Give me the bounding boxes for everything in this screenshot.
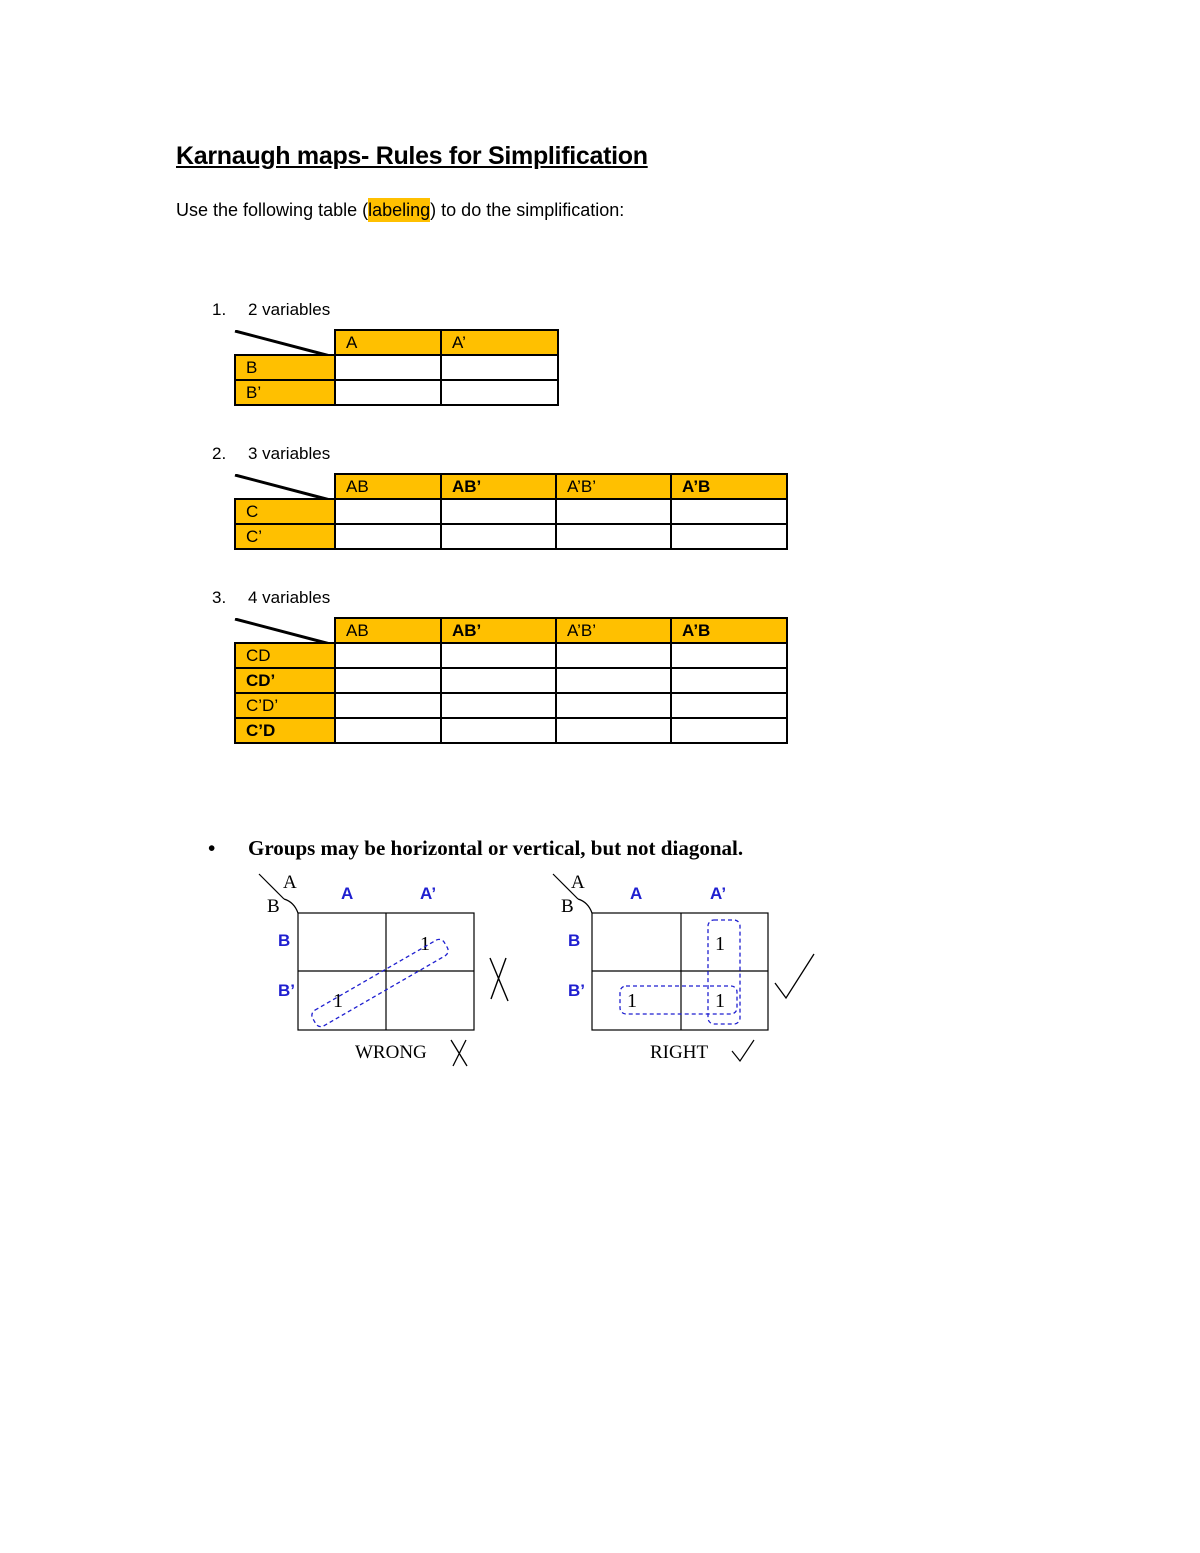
empty-cell [335,380,441,405]
cross-mark-icon [451,1040,467,1066]
intro-before: Use the following table ( [176,200,369,220]
empty-cell [335,355,441,380]
corner-bottom-label: B [561,896,574,917]
cell-value: 1 [715,990,725,1012]
empty-cell [441,499,556,524]
empty-cell [556,643,671,668]
intro-text [176,200,624,221]
cross-mark-icon [490,958,508,1001]
column-header: A’B [671,618,787,643]
cell-value: 1 [715,933,725,955]
empty-cell [556,499,671,524]
section-3-heading [212,588,330,608]
empty-cell [671,643,787,668]
kmap-3-variables [234,473,788,550]
row-label: B’ [568,981,585,1000]
corner-bottom-label: B [267,896,280,917]
right-map [553,872,814,1063]
section-number: 2. [212,444,227,463]
column-header: A [335,330,441,355]
kmap-2-variables [234,329,559,406]
row-header: CD [235,643,335,668]
rule-bullet [208,836,743,861]
corner-top-label: A [571,872,585,893]
row-header: C [235,499,335,524]
section-label: 3 variables [248,444,331,463]
corner-curve [578,899,592,913]
section-number: 1. [212,300,227,319]
corner-curve [284,899,298,913]
section-label: 2 variables [248,300,331,319]
column-header: A’B [671,474,787,499]
empty-cell [556,668,671,693]
empty-cell [335,499,441,524]
column-label: A’ [420,884,437,903]
cell-value: 1 [333,990,343,1012]
column-header: AB [335,474,441,499]
empty-cell [441,718,556,743]
column-header: AB’ [441,618,556,643]
row-label: B [278,931,291,950]
corner-cell [235,330,335,355]
empty-cell [671,668,787,693]
column-header: A’B’ [556,618,671,643]
empty-cell [441,380,558,405]
intro-after: ) to do the simplification: [430,200,625,220]
kmap-4-variables [234,617,788,744]
column-header: AB’ [441,474,556,499]
cell-value: 1 [420,933,430,955]
empty-cell [441,355,558,380]
wrong-caption: WRONG [355,1042,427,1063]
check-mark-icon [775,954,814,998]
corner-cell [235,618,335,643]
section-2-heading [212,444,330,464]
column-header: A’B’ [556,474,671,499]
check-mark-icon [732,1040,754,1061]
wrong-map [259,872,508,1066]
column-header: AB [335,618,441,643]
empty-cell [335,524,441,549]
empty-cell [335,668,441,693]
empty-cell [556,693,671,718]
empty-cell [671,524,787,549]
cell-value: 1 [627,990,637,1012]
row-label: B [568,931,581,950]
column-header: A’ [441,330,558,355]
empty-cell [441,524,556,549]
row-header: B [235,355,335,380]
empty-cell [335,718,441,743]
grouping-figure [240,866,840,1076]
column-label: A’ [710,884,727,903]
empty-cell [441,643,556,668]
empty-cell [556,524,671,549]
empty-cell [335,643,441,668]
empty-cell [556,718,671,743]
bullet-text: Groups may be horizontal or vertical, but not diagonal. [248,836,744,860]
empty-cell [335,693,441,718]
intro-highlight: labeling [368,200,431,220]
corner-top-label: A [283,872,297,893]
section-label: 4 variables [248,588,331,607]
section-1-heading [212,300,330,320]
row-header: CD’ [235,668,335,693]
empty-cell [671,693,787,718]
corner-cell [235,474,335,499]
empty-cell [441,693,556,718]
empty-cell [671,718,787,743]
empty-cell [671,499,787,524]
bullet-symbol: • [208,836,216,860]
page-title: Karnaugh maps- Rules for Simplification [176,142,648,170]
section-number: 3. [212,588,227,607]
right-caption: RIGHT [650,1042,709,1063]
column-label: A [630,884,643,903]
column-label: A [341,884,354,903]
empty-cell [441,668,556,693]
row-header: C’D [235,718,335,743]
row-header: C’ [235,524,335,549]
row-header: C’D’ [235,693,335,718]
row-header: B’ [235,380,335,405]
row-label: B’ [278,981,295,1000]
